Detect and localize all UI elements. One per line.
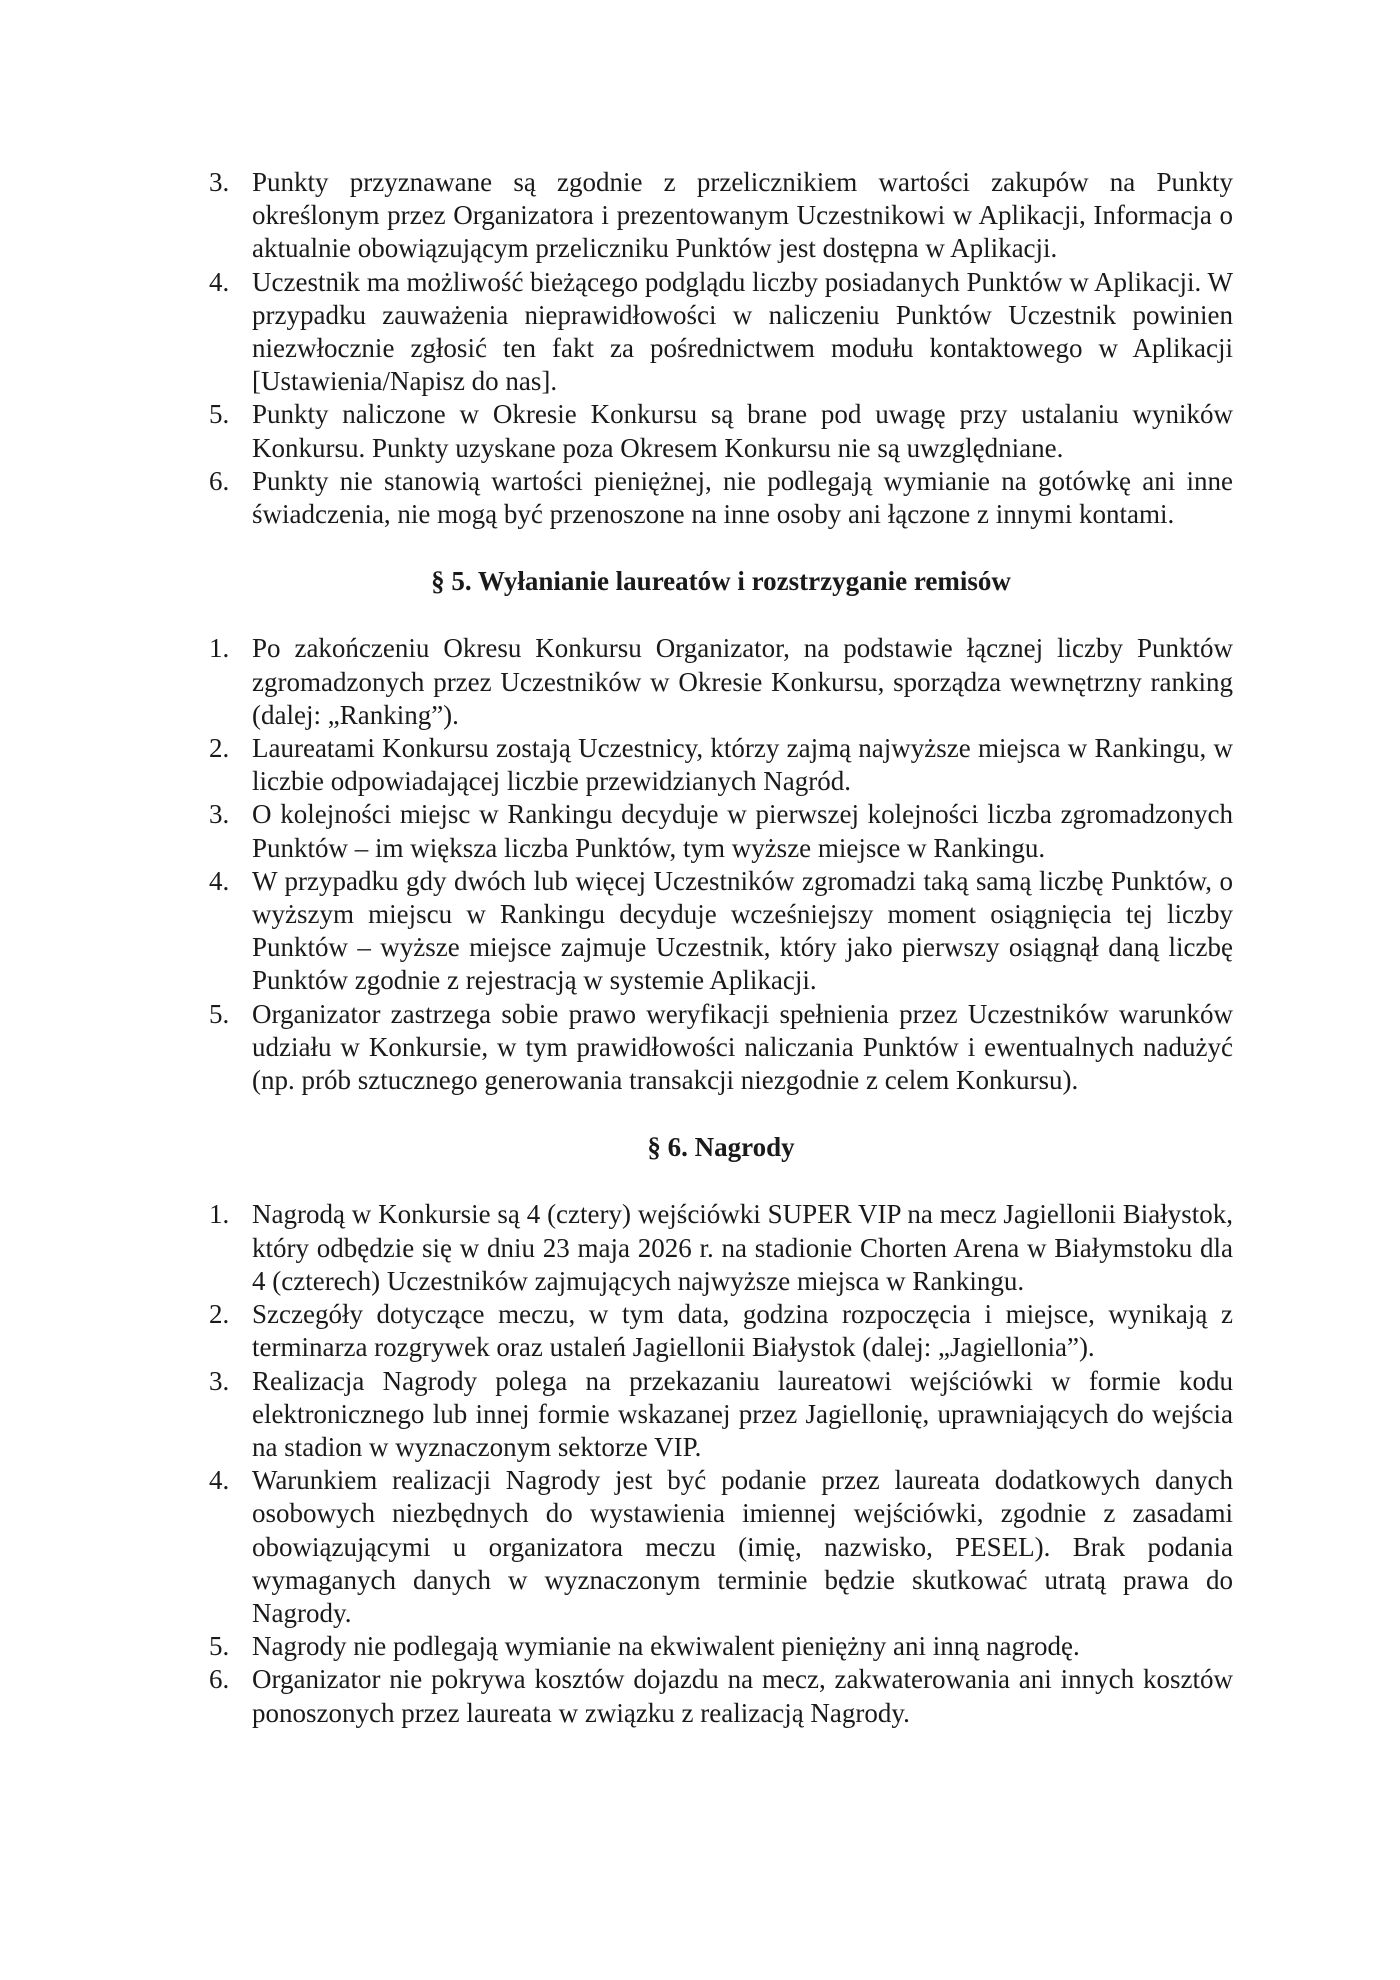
item-number: 5.: [209, 998, 230, 1029]
item-number: 3.: [209, 1365, 230, 1396]
item-text: Uczestnik ma możliwość bieżącego podglądu liczby posiadanych Punktów w Aplikacji. W przypadku zauważenia nieprawidłowości w naliczeniu Punktów Uczestnik powinien niezwłocznie zgłosić ten fakt za pośrednictwem modułu kontaktowego w Aplikacji [Ustawienia/Napisz do nas].: [252, 266, 1234, 397]
item-number: 1.: [209, 1199, 230, 1230]
section-6-heading: § 6. Nagrody: [647, 1132, 795, 1163]
item-text: Organizator zastrzega sobie prawo weryfikacji spełnienia przez Uczestników warunków udziału w Konkursie, w tym prawidłowości naliczania Punktów i ewentualnych nadużyć (np. prób sztucznego generowania transakcji niezgodnie z celem Konkursu).: [252, 998, 1233, 1096]
item-text: W przypadku gdy dwóch lub więcej Uczestników zgromadzi taką samą liczbę Punktów, o wyższym miejscu w Rankingu decyduje wcześniejszy moment osiągnięcia tej liczby Punktów – wyższe miejsce zajmuje Uczestnik, który jako pierwszy osiągnął daną liczbę Punktów zgodnie z rejestracją w systemie Aplikacji.: [252, 865, 1233, 996]
list-item: [209, 732, 1233, 798]
item-text: Po zakończeniu Okresu Konkursu Organizator, na podstawie łącznej liczby Punktów zgromadzonych przez Uczestników w Okresie Konkursu, sporządza wewnętrzny ranking (dalej: „Ranking”).: [252, 633, 1233, 730]
section-6-list: [209, 1198, 1233, 1729]
item-number: 6.: [209, 1664, 230, 1695]
item-text: Punkty przyznawane są zgodnie z przelicznikiem wartości zakupów na Punkty określonym przez Organizatora i prezentowanym Uczestnikowi w Aplikacji, Informacja o aktualnie obowiązującym przeliczniku Punktów jest dostępna w Aplikacji.: [252, 167, 1233, 264]
item-number: 3.: [209, 799, 230, 830]
item-number: 5.: [209, 1631, 230, 1662]
list-item: [209, 865, 1233, 998]
item-text: Realizacja Nagrody polega na przekazaniu laureatowi wejściówki w formie kodu elektronicznego lub innej formie wskazanej przez Jagiellonię, uprawniających do wejścia na stadion w wyznaczonym sektorze VIP.: [252, 1365, 1233, 1462]
document-page: [209, 166, 1233, 1730]
section-5-heading: § 5. Wyłanianie laureatów i rozstrzyganie remisów: [431, 566, 1011, 597]
list-item: [209, 798, 1233, 864]
item-text: Punkty nie stanowią wartości pieniężnej, nie podlegają wymianie na gotówkę ani inne świadczenia, nie mogą być przenoszone na inne osoby ani łączone z innymi kontami.: [252, 465, 1233, 530]
item-number: 4.: [209, 865, 230, 896]
item-number: 4.: [209, 1465, 230, 1496]
list-item: [209, 1464, 1233, 1630]
item-number: 5.: [209, 399, 230, 430]
list-item: [209, 1630, 1233, 1663]
item-number: 1.: [209, 633, 230, 664]
item-text: Punkty naliczone w Okresie Konkursu są brane pod uwagę przy ustalaniu wyników Konkursu. Punkty uzyskane poza Okresem Konkursu nie są uwzględniane.: [252, 399, 1233, 463]
item-number: 4.: [209, 266, 230, 297]
list-item: [209, 1298, 1233, 1364]
item-text: Organizator nie pokrywa kosztów dojazdu na mecz, zakwaterowania ani innych kosztów ponoszonych przez laureata w związku z realizacją Nagrody.: [252, 1664, 1233, 1728]
item-text: Nagrodą w Konkursie są 4 (cztery) wejściówki SUPER VIP na mecz Jagiellonii Białystok, który odbędzie się w dniu 23 maja 2026 r. na stadionie Chorten Arena w Białymstoku dla 4 (czterech) Uczestników zajmujących najwyższe miejsca w Rankingu.: [252, 1199, 1233, 1296]
list-item: [209, 166, 1233, 266]
item-number: 6.: [209, 465, 230, 496]
item-number: 2.: [209, 733, 230, 764]
item-text: Nagrody nie podlegają wymianie na ekwiwalent pieniężny ani inną nagrodę.: [252, 1631, 1080, 1662]
list-item: [209, 1365, 1233, 1465]
item-number: 3.: [209, 167, 230, 197]
list-item: [209, 465, 1233, 531]
list-item: [209, 632, 1233, 732]
item-text: Szczegóły dotyczące meczu, w tym data, godzina rozpoczęcia i miejsce, wynikają z terminarza rozgrywek oraz ustaleń Jagiellonii Białystok (dalej: „Jagiellonia”).: [252, 1299, 1233, 1363]
section-4-list: [209, 166, 1233, 531]
item-text: O kolejności miejsc w Rankingu decyduje w pierwszej kolejności liczba zgromadzonych Punktów – im większa liczba Punktów, tym wyższe miejsce w Rankingu.: [252, 799, 1233, 863]
item-text: Warunkiem realizacji Nagrody jest być podanie przez laureata dodatkowych danych osobowych niezbędnych do wystawienia imiennej wejściówki, zgodnie z zasadami obowiązującymi u organizatora meczu (imię, nazwisko, PESEL). Brak podania wymaganych danych w wyznaczonym terminie będzie skutkować utratą prawa do Nagrody.: [252, 1465, 1233, 1628]
section-5-list: [209, 632, 1233, 1097]
list-item: [209, 266, 1233, 399]
list-item: [209, 398, 1233, 464]
item-text: Laureatami Konkursu zostają Uczestnicy, którzy zajmą najwyższe miejsca w Rankingu, w liczbie odpowiadającej liczbie przewidzianych Nagród.: [252, 733, 1233, 797]
list-item: [209, 998, 1233, 1098]
list-item: [209, 1663, 1233, 1729]
list-item: [209, 1198, 1233, 1298]
item-number: 2.: [209, 1299, 230, 1330]
